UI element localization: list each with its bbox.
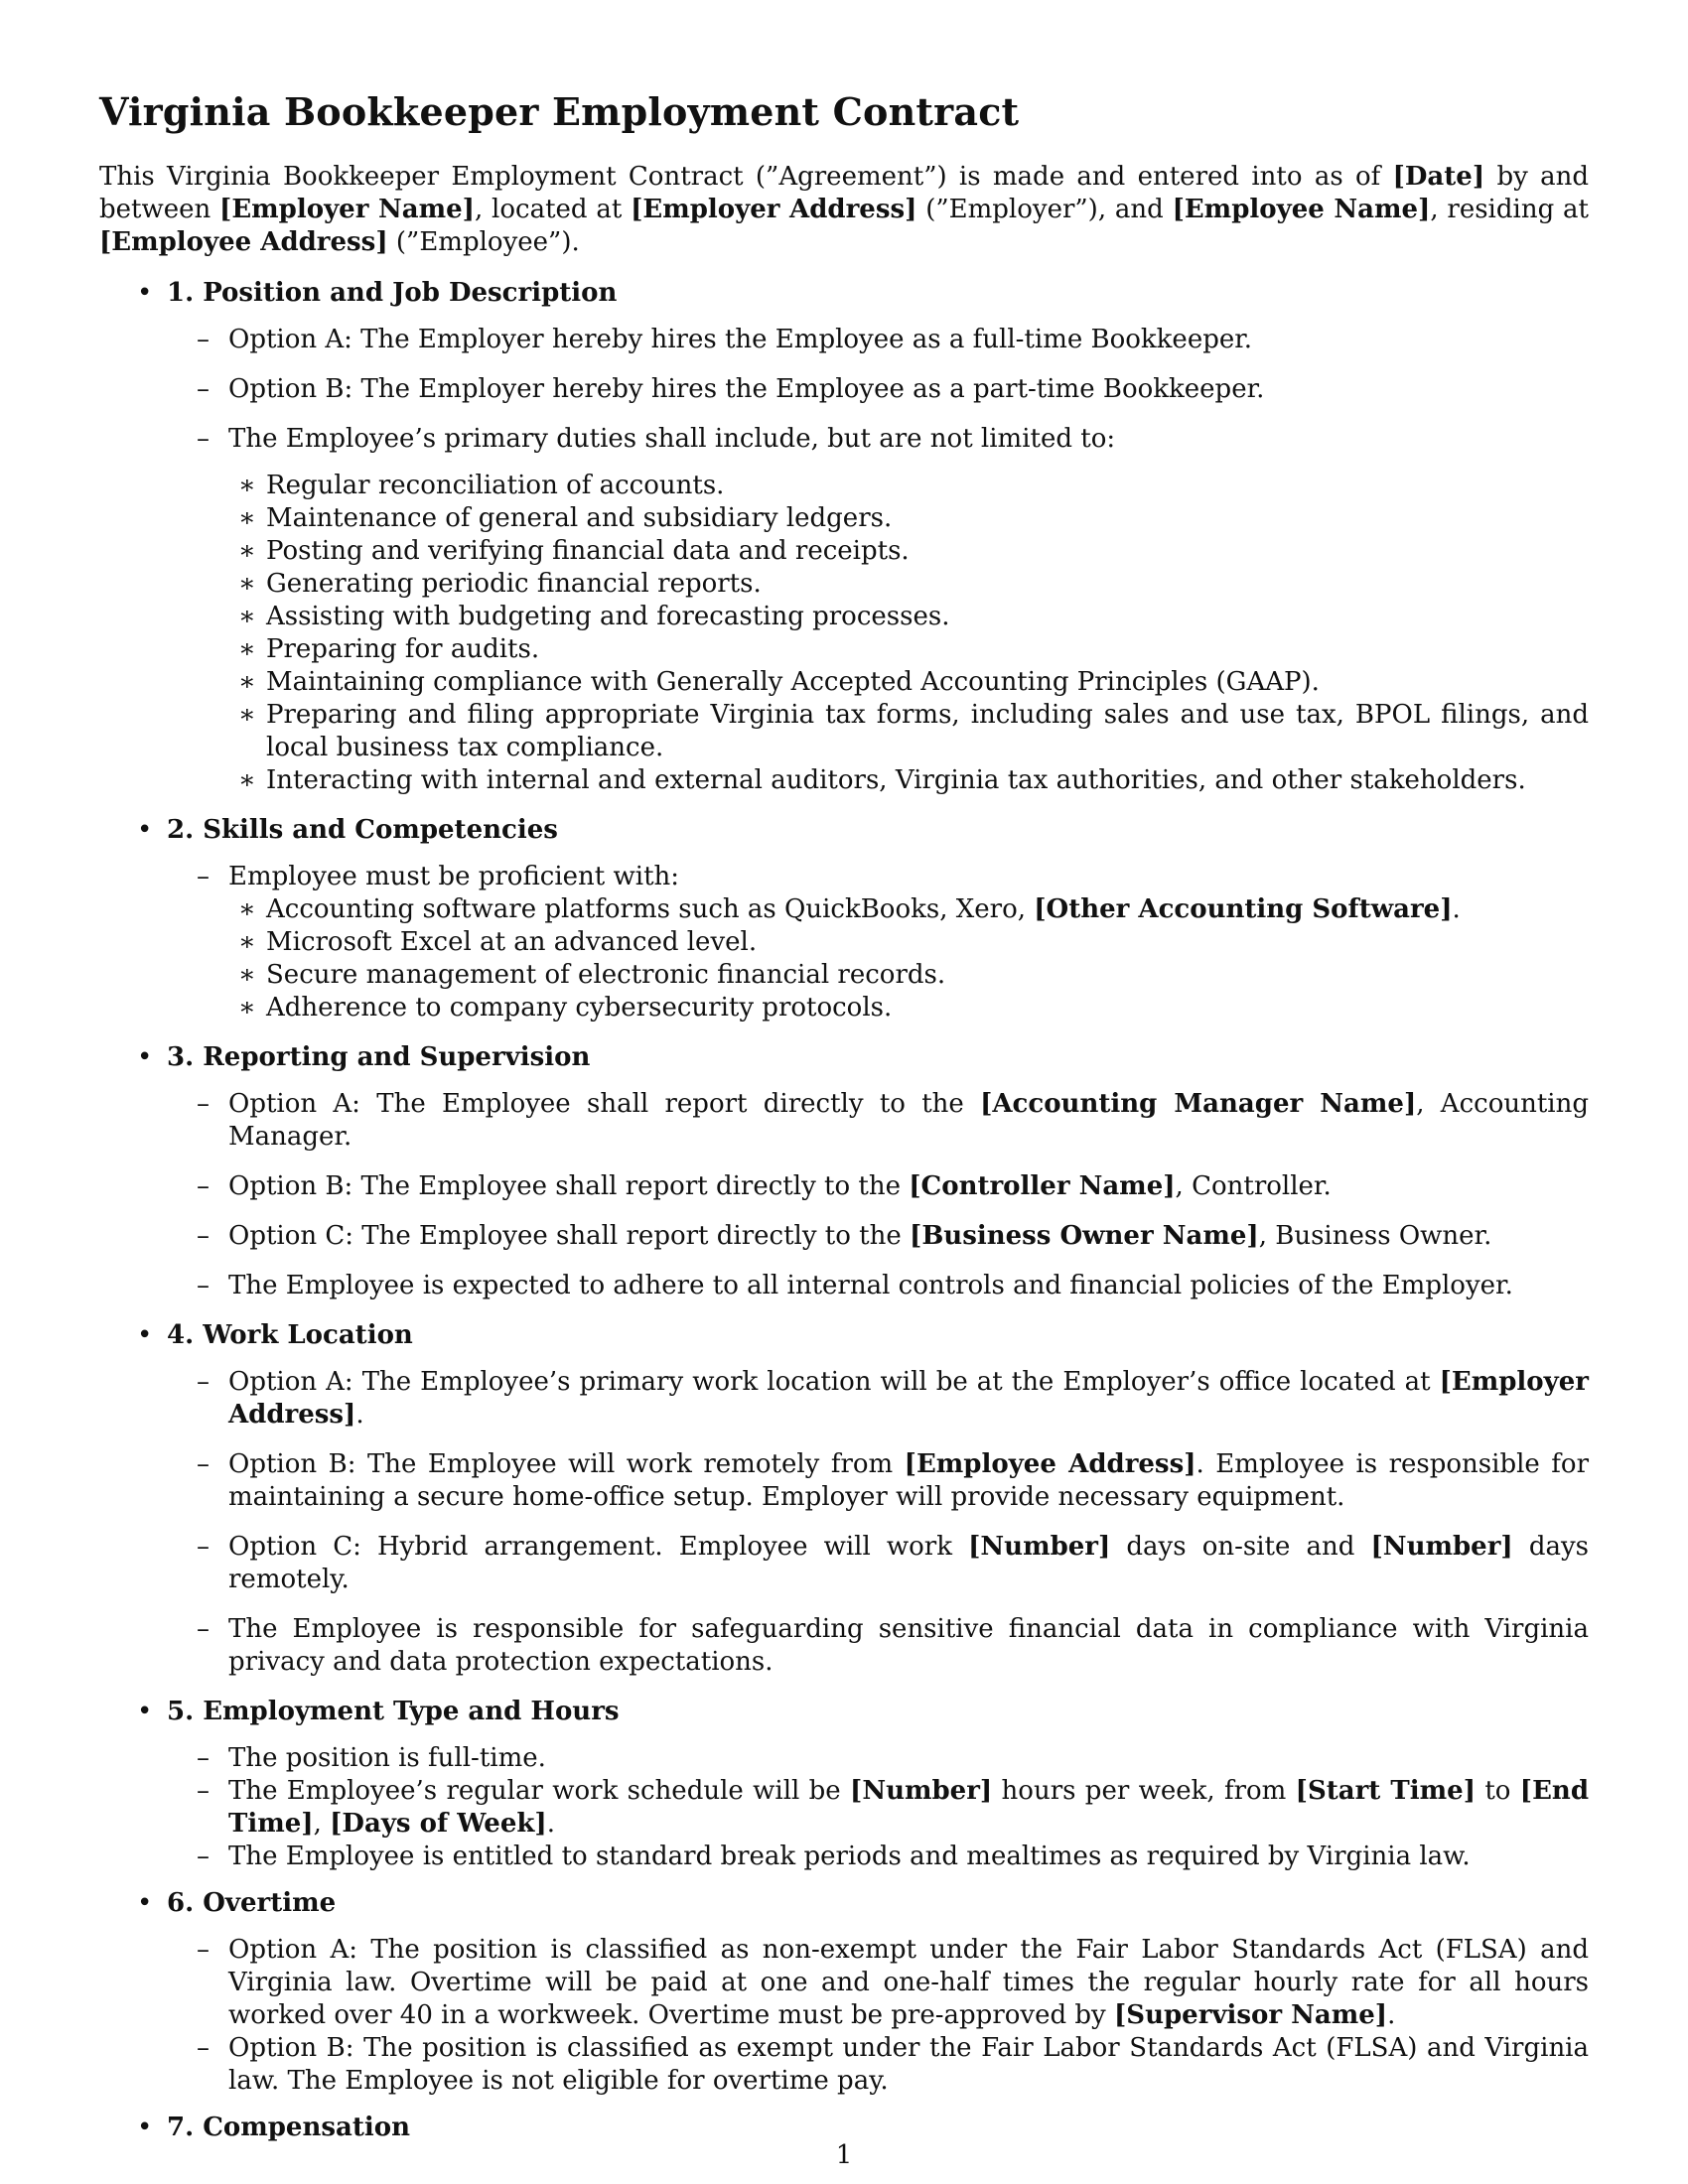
- placeholder-field: [End Time]: [228, 1776, 1589, 1839]
- placeholder-field: [Days of Week]: [330, 1809, 547, 1839]
- text-run: Option A: The Employee’s primary work location will be at the Employer’s office located at: [228, 1367, 1440, 1397]
- dash-icon: –: [197, 374, 210, 404]
- section-3: [99, 1041, 1589, 1302]
- placeholder-field: [Start Time]: [1295, 1776, 1477, 1806]
- clause-item: [167, 1841, 1589, 1873]
- bullet-icon: •: [137, 1697, 153, 1726]
- placeholder-field: [Controller Name]: [909, 1171, 1176, 1201]
- text-run: .: [355, 1400, 364, 1430]
- text-run: Secure management of electronic financial records.: [266, 960, 946, 990]
- asterisk-icon: ∗: [238, 471, 256, 500]
- sub-clause-item: [214, 666, 1589, 699]
- section-2: [99, 814, 1589, 1024]
- placeholder-field: [Employer Address]: [228, 1367, 1589, 1430]
- asterisk-icon: ∗: [238, 536, 256, 566]
- bullet-icon: •: [137, 1888, 153, 1918]
- dash-icon: –: [197, 1614, 210, 1644]
- text-run: Interacting with internal and external auditors, Virginia tax authorities, and other stakeholders.: [266, 765, 1526, 795]
- sub-clause-item: [214, 699, 1589, 764]
- sub-clause-item: [214, 992, 1589, 1024]
- document-title: Virginia Bookkeeper Employment Contract: [99, 89, 1020, 134]
- text-run: Option B: The Employee will work remotely from: [228, 1449, 905, 1479]
- text-run: .: [546, 1809, 555, 1839]
- text-run: to: [1476, 1776, 1520, 1806]
- text-run: , residing at: [1430, 195, 1589, 224]
- clause-text: [228, 374, 1264, 404]
- clause-list: [167, 324, 1589, 797]
- placeholder-field: [Employee Name]: [1172, 195, 1431, 224]
- text-run: Maintaining compliance with Generally Accepted Accounting Principles (GAAP).: [266, 667, 1320, 697]
- bullet-icon: •: [137, 278, 153, 308]
- section-6: [99, 1887, 1589, 2098]
- asterisk-icon: ∗: [238, 927, 256, 957]
- placeholder-field: [Employer Name]: [219, 195, 475, 224]
- dash-icon: –: [197, 424, 210, 454]
- text-run: Preparing for audits.: [266, 634, 540, 664]
- text-run: days on-site and: [1110, 1532, 1371, 1562]
- sub-clause-item: [214, 502, 1589, 535]
- dash-icon: –: [197, 1271, 210, 1300]
- text-run: The Employee’s primary duties shall include, but are not limited to:: [228, 424, 1116, 454]
- clause-item: [167, 1270, 1589, 1302]
- text-run: Maintenance of general and subsidiary ledgers.: [266, 503, 893, 533]
- clause-list: [167, 1742, 1589, 1873]
- clause-text: [228, 1171, 1332, 1201]
- clause-item: [167, 324, 1589, 356]
- dash-icon: –: [197, 1532, 210, 1562]
- dash-icon: –: [197, 862, 210, 891]
- asterisk-icon: ∗: [238, 503, 256, 533]
- clause-text: [228, 1614, 1589, 1677]
- placeholder-field: [Accounting Manager Name]: [980, 1089, 1417, 1119]
- clause-text: [228, 2033, 1589, 2096]
- asterisk-icon: ∗: [238, 765, 256, 795]
- intro-paragraph: [99, 161, 1589, 259]
- clause-text: [228, 1743, 546, 1773]
- placeholder-field: [Number]: [1370, 1532, 1513, 1562]
- clause-item: [167, 1366, 1589, 1432]
- clause-item: [167, 423, 1589, 797]
- text-run: , Business Owner.: [1258, 1221, 1492, 1251]
- clause-item: [167, 1170, 1589, 1203]
- clause-text: [228, 1367, 1589, 1430]
- clause-item: [167, 1531, 1589, 1596]
- section-4: [99, 1319, 1589, 1679]
- section-5: [99, 1696, 1589, 1873]
- placeholder-field: [Employee Address]: [904, 1449, 1196, 1479]
- clause-text: [228, 1842, 1471, 1871]
- text-run: This Virginia Bookkeeper Employment Contract (”Agreement”) is made and entered into as of: [99, 162, 1393, 192]
- text-run: Regular reconciliation of accounts.: [266, 471, 725, 500]
- text-run: Option A: The position is classified as non-exempt under the Fair Labor Standards Act (FLSA) and Virginia law. Overtime will be paid at one and one-half times the regular hourly rate for all hours worked over 40 in a workweek. Overtime must be pre-approved by: [228, 1935, 1589, 2030]
- document-page: [99, 87, 1589, 2158]
- placeholder-field: [Number]: [968, 1532, 1111, 1562]
- text-run: . Employee is responsible for maintaining a secure home-office setup. Employer will provide necessary equipment.: [228, 1449, 1589, 1512]
- clause-text: [228, 325, 1252, 354]
- clause-item: [167, 1088, 1589, 1154]
- placeholder-field: [Number]: [850, 1776, 993, 1806]
- text-run: (”Employer”), and: [916, 195, 1173, 224]
- asterisk-icon: ∗: [238, 894, 256, 924]
- clause-item: [167, 1742, 1589, 1775]
- sub-clause-item: [214, 633, 1589, 666]
- clause-item: [167, 1934, 1589, 2032]
- sub-clause-item: [214, 601, 1589, 633]
- text-run: Assisting with budgeting and forecasting processes.: [266, 602, 950, 631]
- dash-icon: –: [197, 1171, 210, 1201]
- text-run: , Controller.: [1175, 1171, 1332, 1201]
- placeholder-field: [Supervisor Name]: [1114, 2000, 1388, 2030]
- text-run: Adherence to company cybersecurity protocols.: [266, 993, 893, 1023]
- asterisk-icon: ∗: [238, 960, 256, 990]
- text-run: , Accounting Manager.: [228, 1089, 1589, 1152]
- dash-icon: –: [197, 1367, 210, 1397]
- placeholder-field: [Date]: [1392, 162, 1485, 192]
- section-title: 5. Employment Type and Hours: [167, 1697, 620, 1726]
- clause-item: [167, 1448, 1589, 1514]
- clause-text: [228, 1935, 1589, 2030]
- section-title: 7. Compensation: [167, 2113, 410, 2142]
- placeholder-field: [Employer Address]: [631, 195, 917, 224]
- dash-icon: –: [197, 2033, 210, 2063]
- bullet-icon: •: [137, 2113, 153, 2142]
- bullet-icon: •: [137, 815, 153, 845]
- clause-list: [167, 1088, 1589, 1302]
- sub-clause-item: [214, 470, 1589, 502]
- clause-text: [228, 1089, 1589, 1152]
- clause-text: [228, 1532, 1589, 1594]
- bullet-icon: •: [137, 1042, 153, 1072]
- asterisk-icon: ∗: [238, 700, 256, 730]
- text-run: Option B: The position is classified as exempt under the Fair Labor Standards Act (FLSA) and Virginia law. The Employee is not eligible for overtime pay.: [228, 2033, 1589, 2096]
- text-run: Preparing and filing appropriate Virginia tax forms, including sales and use tax, BPOL filings, and local business tax compliance.: [266, 700, 1589, 762]
- text-run: Option C: The Employee shall report directly to the: [228, 1221, 911, 1251]
- asterisk-icon: ∗: [238, 993, 256, 1023]
- bullet-icon: •: [137, 1320, 153, 1350]
- placeholder-field: [Employee Address]: [99, 227, 388, 257]
- dash-icon: –: [197, 325, 210, 354]
- clause-item: [167, 861, 1589, 1024]
- text-run: Employee must be proficient with:: [228, 862, 680, 891]
- text-run: The Employee’s regular work schedule will be: [228, 1776, 851, 1806]
- section-1: [99, 277, 1589, 797]
- clause-text: [228, 1271, 1513, 1300]
- dash-icon: –: [197, 1221, 210, 1251]
- asterisk-icon: ∗: [238, 667, 256, 697]
- section-title: 3. Reporting and Supervision: [167, 1042, 591, 1072]
- sub-clause-item: [214, 568, 1589, 601]
- text-run: by and between: [99, 162, 1589, 224]
- clause-item: [167, 1220, 1589, 1253]
- sub-clause-item: [214, 764, 1589, 797]
- clause-text: [228, 424, 1115, 454]
- text-run: Option B: The Employer hereby hires the Employee as a part-time Bookkeeper.: [228, 374, 1265, 404]
- clause-list: [167, 861, 1589, 1024]
- text-run: Option C: Hybrid arrangement. Employee will work: [228, 1532, 969, 1562]
- clause-list: [167, 1366, 1589, 1679]
- asterisk-icon: ∗: [238, 634, 256, 664]
- text-run: .: [1452, 894, 1461, 924]
- clause-item: [167, 2032, 1589, 2098]
- clause-text: [228, 1776, 1589, 1839]
- text-run: Option A: The Employee shall report directly to the: [228, 1089, 981, 1119]
- text-run: Option B: The Employee shall report directly to the: [228, 1171, 910, 1201]
- section-title: 6. Overtime: [167, 1888, 337, 1918]
- sub-clause-list: [228, 893, 1589, 1024]
- dash-icon: –: [197, 1776, 210, 1806]
- clause-text: [228, 1221, 1491, 1251]
- text-run: The Employee is expected to adhere to all internal controls and financial policies of the Employer.: [228, 1271, 1513, 1300]
- text-run: The Employee is entitled to standard break periods and mealtimes as required by Virginia law.: [228, 1842, 1471, 1871]
- clause-item: [167, 1613, 1589, 1679]
- placeholder-field: [Business Owner Name]: [910, 1221, 1259, 1251]
- sub-clause-item: [214, 535, 1589, 568]
- text-run: days remotely.: [228, 1532, 1589, 1594]
- sub-clause-item: [214, 959, 1589, 992]
- text-run: Posting and verifying financial data and receipts.: [266, 536, 910, 566]
- text-run: Option A: The Employer hereby hires the Employee as a full-time Bookkeeper.: [228, 325, 1253, 354]
- clause-text: [228, 862, 679, 891]
- clause-list: [167, 1934, 1589, 2098]
- text-run: , located at: [474, 195, 632, 224]
- page-number: 1: [835, 2140, 853, 2170]
- dash-icon: –: [197, 1743, 210, 1773]
- sub-clause-item: [214, 893, 1589, 926]
- dash-icon: –: [197, 1842, 210, 1871]
- text-run: Generating periodic financial reports.: [266, 569, 762, 599]
- section-title: 4. Work Location: [167, 1320, 413, 1350]
- clause-item: [167, 1775, 1589, 1841]
- asterisk-icon: ∗: [238, 602, 256, 631]
- clause-text: [228, 1449, 1589, 1512]
- asterisk-icon: ∗: [238, 569, 256, 599]
- placeholder-field: [Other Accounting Software]: [1034, 894, 1453, 924]
- text-run: The position is full-time.: [228, 1743, 546, 1773]
- section-title: 1. Position and Job Description: [167, 278, 618, 308]
- sub-clause-item: [214, 926, 1589, 959]
- dash-icon: –: [197, 1935, 210, 1965]
- section-list: [99, 277, 1589, 2144]
- sub-clause-list: [228, 470, 1589, 797]
- text-run: (”Employee”).: [387, 227, 580, 257]
- dash-icon: –: [197, 1089, 210, 1119]
- text-run: hours per week, from: [992, 1776, 1296, 1806]
- dash-icon: –: [197, 1449, 210, 1479]
- text-run: .: [1387, 2000, 1396, 2030]
- text-run: Microsoft Excel at an advanced level.: [266, 927, 758, 957]
- section-title: 2. Skills and Competencies: [167, 815, 558, 845]
- text-run: The Employee is responsible for safeguarding sensitive financial data in compliance with Virginia privacy and data protection expectations.: [228, 1614, 1589, 1677]
- text-run: ,: [313, 1809, 331, 1839]
- text-run: Accounting software platforms such as QuickBooks, Xero,: [266, 894, 1035, 924]
- clause-item: [167, 373, 1589, 406]
